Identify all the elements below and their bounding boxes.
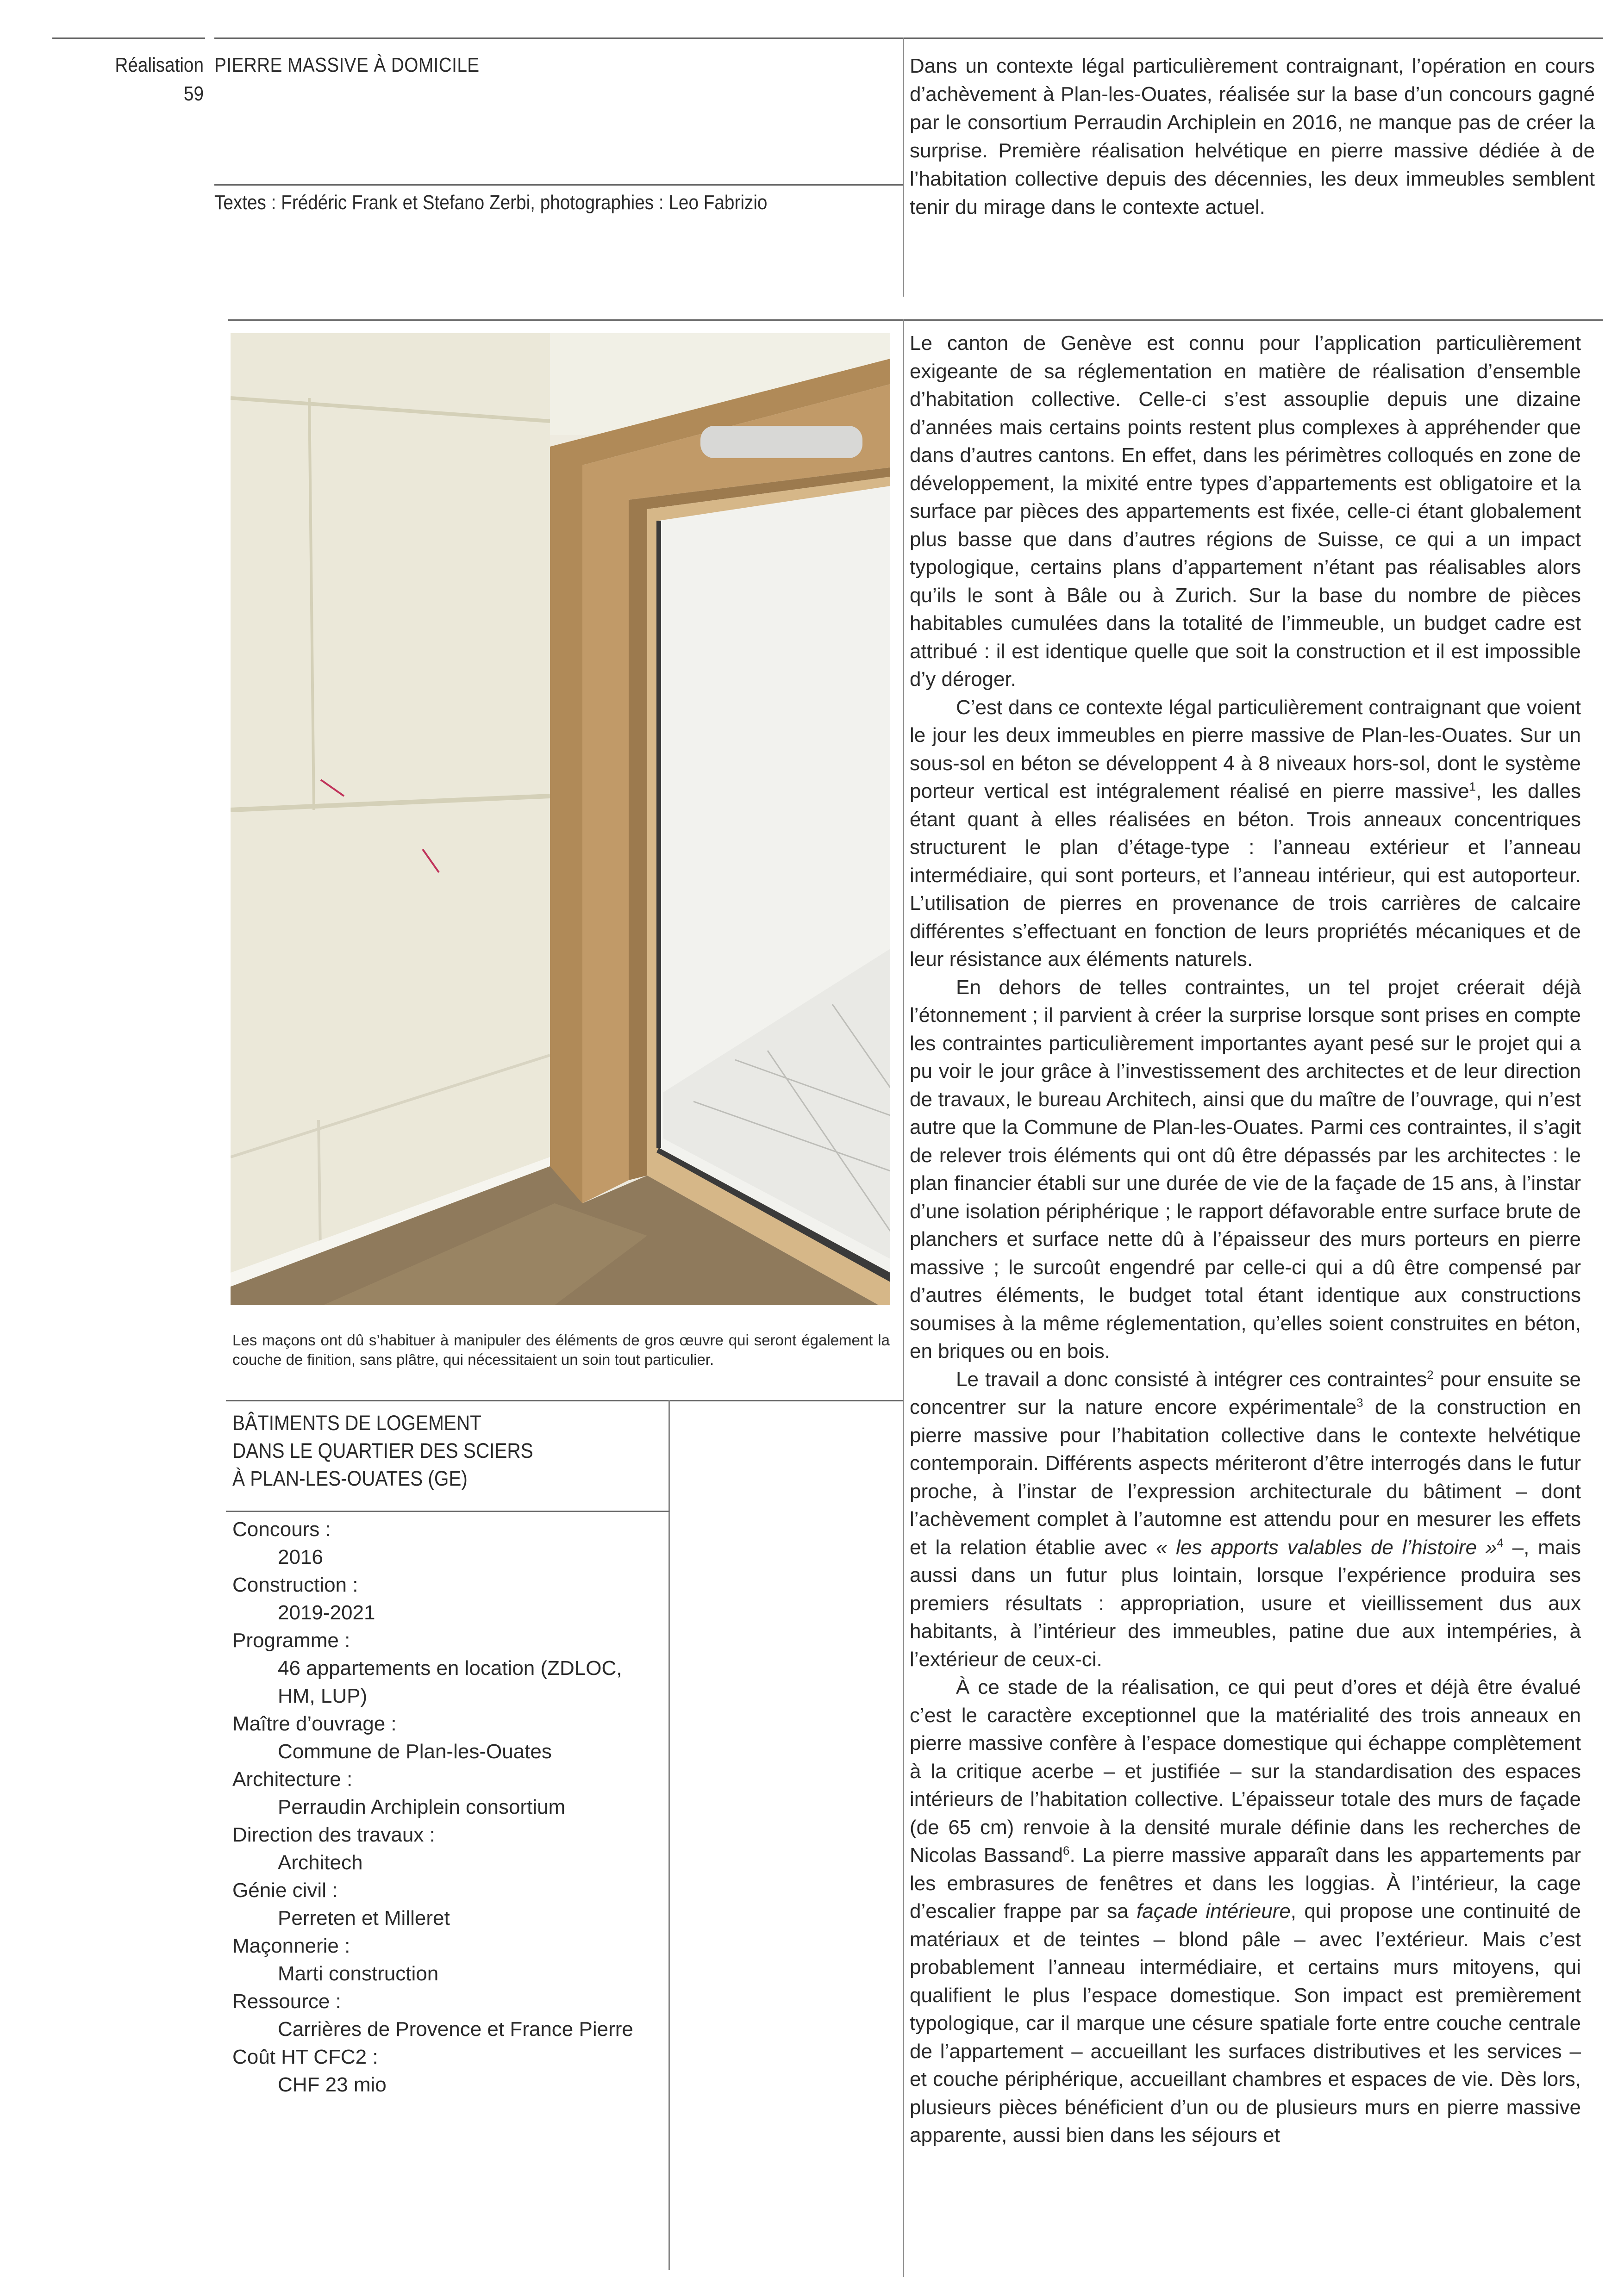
stone-wall-window-photo <box>231 333 890 1305</box>
body-paragraph: En dehors de telles contraintes, un tel projet créerait déjà l’étonnement ; il parvient à créer la surprise lorsque sont prises en compte les contraintes particulièrement importantes ayant pesé sur le projet qui a pu voir le jour grâce à l’investissement des architectes et de leur direction de travaux, le bureau Architech, ainsi que du maître de l’ouvrage, qui n’est autre que la Commune de Plan-les-Ouates. Parmi ces contraintes, il s’agit de relever trois éléments qui ont dû être dépassés par les architectes : le plan financier établi sur une durée de vie de la façade de 15 ans, à l’instar d’une isolation périphérique ; le rapport défavorable entre surface brute de planchers et surface nette dû à l’épaisseur des murs porteurs en pierre massive ; le surcoût engendré par celle-ci qui a dû être compensé par d’autres éléments, le budget total étant identique aux constructions soumises à la même réglementation, qu’elles soient construites en béton, en briques ou en bois. <box>910 976 1581 1363</box>
text-run: de la construction en pierre massive pour l’habitation collective dans le contexte helvétique contemporain. Différents aspects mériteront d’être interrogés dans le futur proche, à l’instar de l’expression architecturale du bâtiment – dont l’achèvement complet à l’automne est attendu pour en mesurer les effets et la relation établie avec <box>910 1396 1581 1559</box>
fact-architecture <box>232 1766 677 1821</box>
fact-label: Programme : <box>232 1629 350 1652</box>
page-number: 59 <box>183 82 204 105</box>
fact-value: Perraudin Archiplein consortium <box>278 1796 566 1818</box>
text-run: pour ensuite se concentrer sur la nature encore expérimentale <box>910 1368 1581 1419</box>
infobox-title <box>232 1409 632 1493</box>
fact-value: Perreten et Milleret <box>278 1907 450 1929</box>
emphasis: façade intérieure <box>1136 1900 1291 1923</box>
fact-genie-civil <box>232 1877 677 1932</box>
fact-value: 2019-2021 <box>278 1601 375 1624</box>
infobox-title-line: BÂTIMENTS DE LOGEMENT <box>232 1411 481 1435</box>
article-body <box>910 330 1581 2150</box>
fact-label: Ressource : <box>232 1990 341 2013</box>
section-name: Réalisation <box>115 54 204 76</box>
body-paragraph: Le canton de Genève est connu pour l’application particulièrement exigeante de sa réglementation en matière de réalisation d’ensemble d’habitation collective. Celle-ci s’est assouplie depuis une dizaine d’années mais certains points restent plus complexes à appréhender que dans d’autres cantons. En effet, dans les périmètres colloqués en zone de développement, la mixité entre types d’appartements est obligatoire et la surface par pièces des appartements est fixée, celle-ci étant globalement plus basse que dans d’autres régions de Suisse, ce qui a un impact typologique, certains plans d’appartement n’étant pas réalisables alors qu’ils le sont à Bâle ou à Zurich. Sur la base du nombre de pièces habitables cumulées dans la totalité de l’immeuble, un budget cadre est attribué : il est identique quelle que soit la construction et il est impossible d’y déroger. <box>910 332 1581 691</box>
fact-maitre-ouvrage <box>232 1710 677 1766</box>
column-divider-main <box>903 319 904 2277</box>
article-lede: Dans un contexte légal particulièrement contraignant, l’opération en cours d’achèvement à Plan-les-Ouates, réalisée sur la base d’un concours gagné par le consortium Perraudin Archiplein en 2016, ne manque pas de créer la surprise. Première réalisation helvétique en pierre massive dédiée à de l’habitation collective depuis des décennies, les deux immeubles semblent tenir du mirage dans le contexte actuel. <box>910 55 1595 218</box>
fact-concours <box>232 1516 677 1571</box>
text-run: C’est dans ce contexte légal particulièrement contraignant que voient le jour les deux immeubles en pierre massive de Plan-les-Ouates. Sur un sous-sol en béton se développent 4 à 8 niveaux hors-sol, dont le système porteur vertical est intégralement réalisé en pierre massive <box>910 696 1581 803</box>
text-run: –, mais aussi dans un futur plus lointain, lorsque l’expérience produira ses premiers résultats : appropriation, usure et vieillissement dus aux habitants, à l’intérieur des immeubles, patine due aux intempéries, à l’extérieur de ceux-ci. <box>910 1536 1581 1671</box>
fact-label: Maçonnerie : <box>232 1935 350 1957</box>
photo-caption: Les maçons ont dû s’habituer à manipuler des éléments de gros œuvre qui seront également la couche de finition, sans plâtre, qui nécessitaient un soin tout particulier. <box>232 1332 890 1368</box>
fact-maconnerie <box>232 1932 677 1988</box>
fact-value: Carrières de Provence et France Pierre <box>278 2018 633 2041</box>
rule-top-main <box>214 37 1603 39</box>
rule-infobox-top <box>226 1400 903 1401</box>
body-paragraph <box>910 1366 1581 1674</box>
fact-value: 46 appartements en location (ZDLOC, HM, LUP) <box>278 1657 622 1707</box>
text-run: , les dalles étant quant à elles réalisées en béton. Trois anneaux concentriques structurent le plan d’étage-type : l’anneau extérieur et l’anneau intermédiaire, qui sont porteurs, et l’anneau intérieur, qui est autoporteur. L’utilisation de pierres en provenance de trois carrières de calcaire différentes s’effectuant en fonction de leurs propriétés mécaniques et de leur résistance aux éléments naturels. <box>910 780 1581 971</box>
footnote-ref[interactable]: 3 <box>1356 1395 1363 1410</box>
footnote-ref[interactable]: 2 <box>1427 1367 1434 1381</box>
column-divider-top <box>903 37 904 297</box>
fact-ressource <box>232 1988 677 2043</box>
fact-direction-travaux <box>232 1821 677 1877</box>
fact-value: CHF 23 mio <box>278 2073 387 2096</box>
article-credits: Textes : Frédéric Frank et Stefano Zerbi, photographies : Leo Fabrizio <box>214 191 768 214</box>
section-label <box>65 51 204 108</box>
fact-label: Concours : <box>232 1518 331 1541</box>
footnote-ref[interactable]: 6 <box>1062 1843 1070 1858</box>
article-photo <box>231 333 890 1305</box>
fact-value: 2016 <box>278 1546 323 1568</box>
text-run: , qui propose une continuité de matériaux et de teintes – blond pâle – avec l’extérieur. Mais c’est probablement l’anneau intermédiaire, et certains murs mitoyens, qui qualifient le plus l’espace domestique. Son impact est premièrement typologique, car il marque une césure spatiale forte entre couche centrale de l’appartement – accueillant les surfaces distributives et les services – et couche périphérique, accueillant chambres et espaces de vie. Dès lors, plusieurs pièces bénéficient d’un ou de plusieurs murs en pierre massive apparente, aussi bien dans les séjours et <box>910 1900 1581 2147</box>
footnote-ref[interactable]: 4 <box>1497 1535 1504 1549</box>
quotation: « les apports valables de l’histoire » <box>1156 1536 1497 1559</box>
fact-value: Architech <box>278 1851 363 1874</box>
infobox-title-line: DANS LE QUARTIER DES SCIERS <box>232 1439 533 1462</box>
infobox-title-line: À PLAN-LES-OUATES (GE) <box>232 1467 468 1490</box>
fact-label: Direction des travaux : <box>232 1823 435 1846</box>
fact-construction <box>232 1571 677 1627</box>
fact-label: Architecture : <box>232 1768 353 1791</box>
fact-label: Maître d’ouvrage : <box>232 1712 397 1735</box>
fact-label: Coût HT CFC2 : <box>232 2046 378 2068</box>
rule-top-left <box>52 37 205 39</box>
fact-label: Génie civil : <box>232 1879 338 1902</box>
text-run: À ce stade de la réalisation, ce qui peut d’ores et déjà être évalué c’est le caractère exceptionnel que la matérialité des trois anneaux en pierre massive confère à l’espace domestique qui échappe complètement à la critique acerbe – et justifiée – sur la standardisation des espaces intérieurs de l’habitation collective. L’épaisseur totale des murs de façade (de 65 cm) renvoie à la densité murale définie dans les recherches de Nicolas Bassand <box>910 1676 1581 1867</box>
article-title: PIERRE MASSIVE À DOMICILE <box>214 54 480 76</box>
rule-under-title <box>214 184 904 186</box>
rule-section-two <box>228 319 1603 321</box>
fact-value: Commune de Plan-les-Ouates <box>278 1740 552 1763</box>
rule-infobox-facts <box>226 1511 669 1512</box>
fact-programme <box>232 1627 677 1710</box>
body-paragraph <box>910 694 1581 974</box>
body-paragraph <box>910 1674 1581 2150</box>
fact-label: Construction : <box>232 1574 358 1596</box>
fact-cout <box>232 2043 677 2099</box>
project-facts <box>232 1516 677 2099</box>
fact-value: Marti construction <box>278 1962 439 1985</box>
text-run: Le travail a donc consisté à intégrer ces contraintes <box>956 1368 1427 1391</box>
footnote-ref[interactable]: 1 <box>1469 779 1476 794</box>
text-run: . La pierre massive apparaît dans les appartements par les embrasures de fenêtres et dans les loggias. À l’intérieur, la cage d’escalier frappe par sa <box>910 1844 1581 1923</box>
